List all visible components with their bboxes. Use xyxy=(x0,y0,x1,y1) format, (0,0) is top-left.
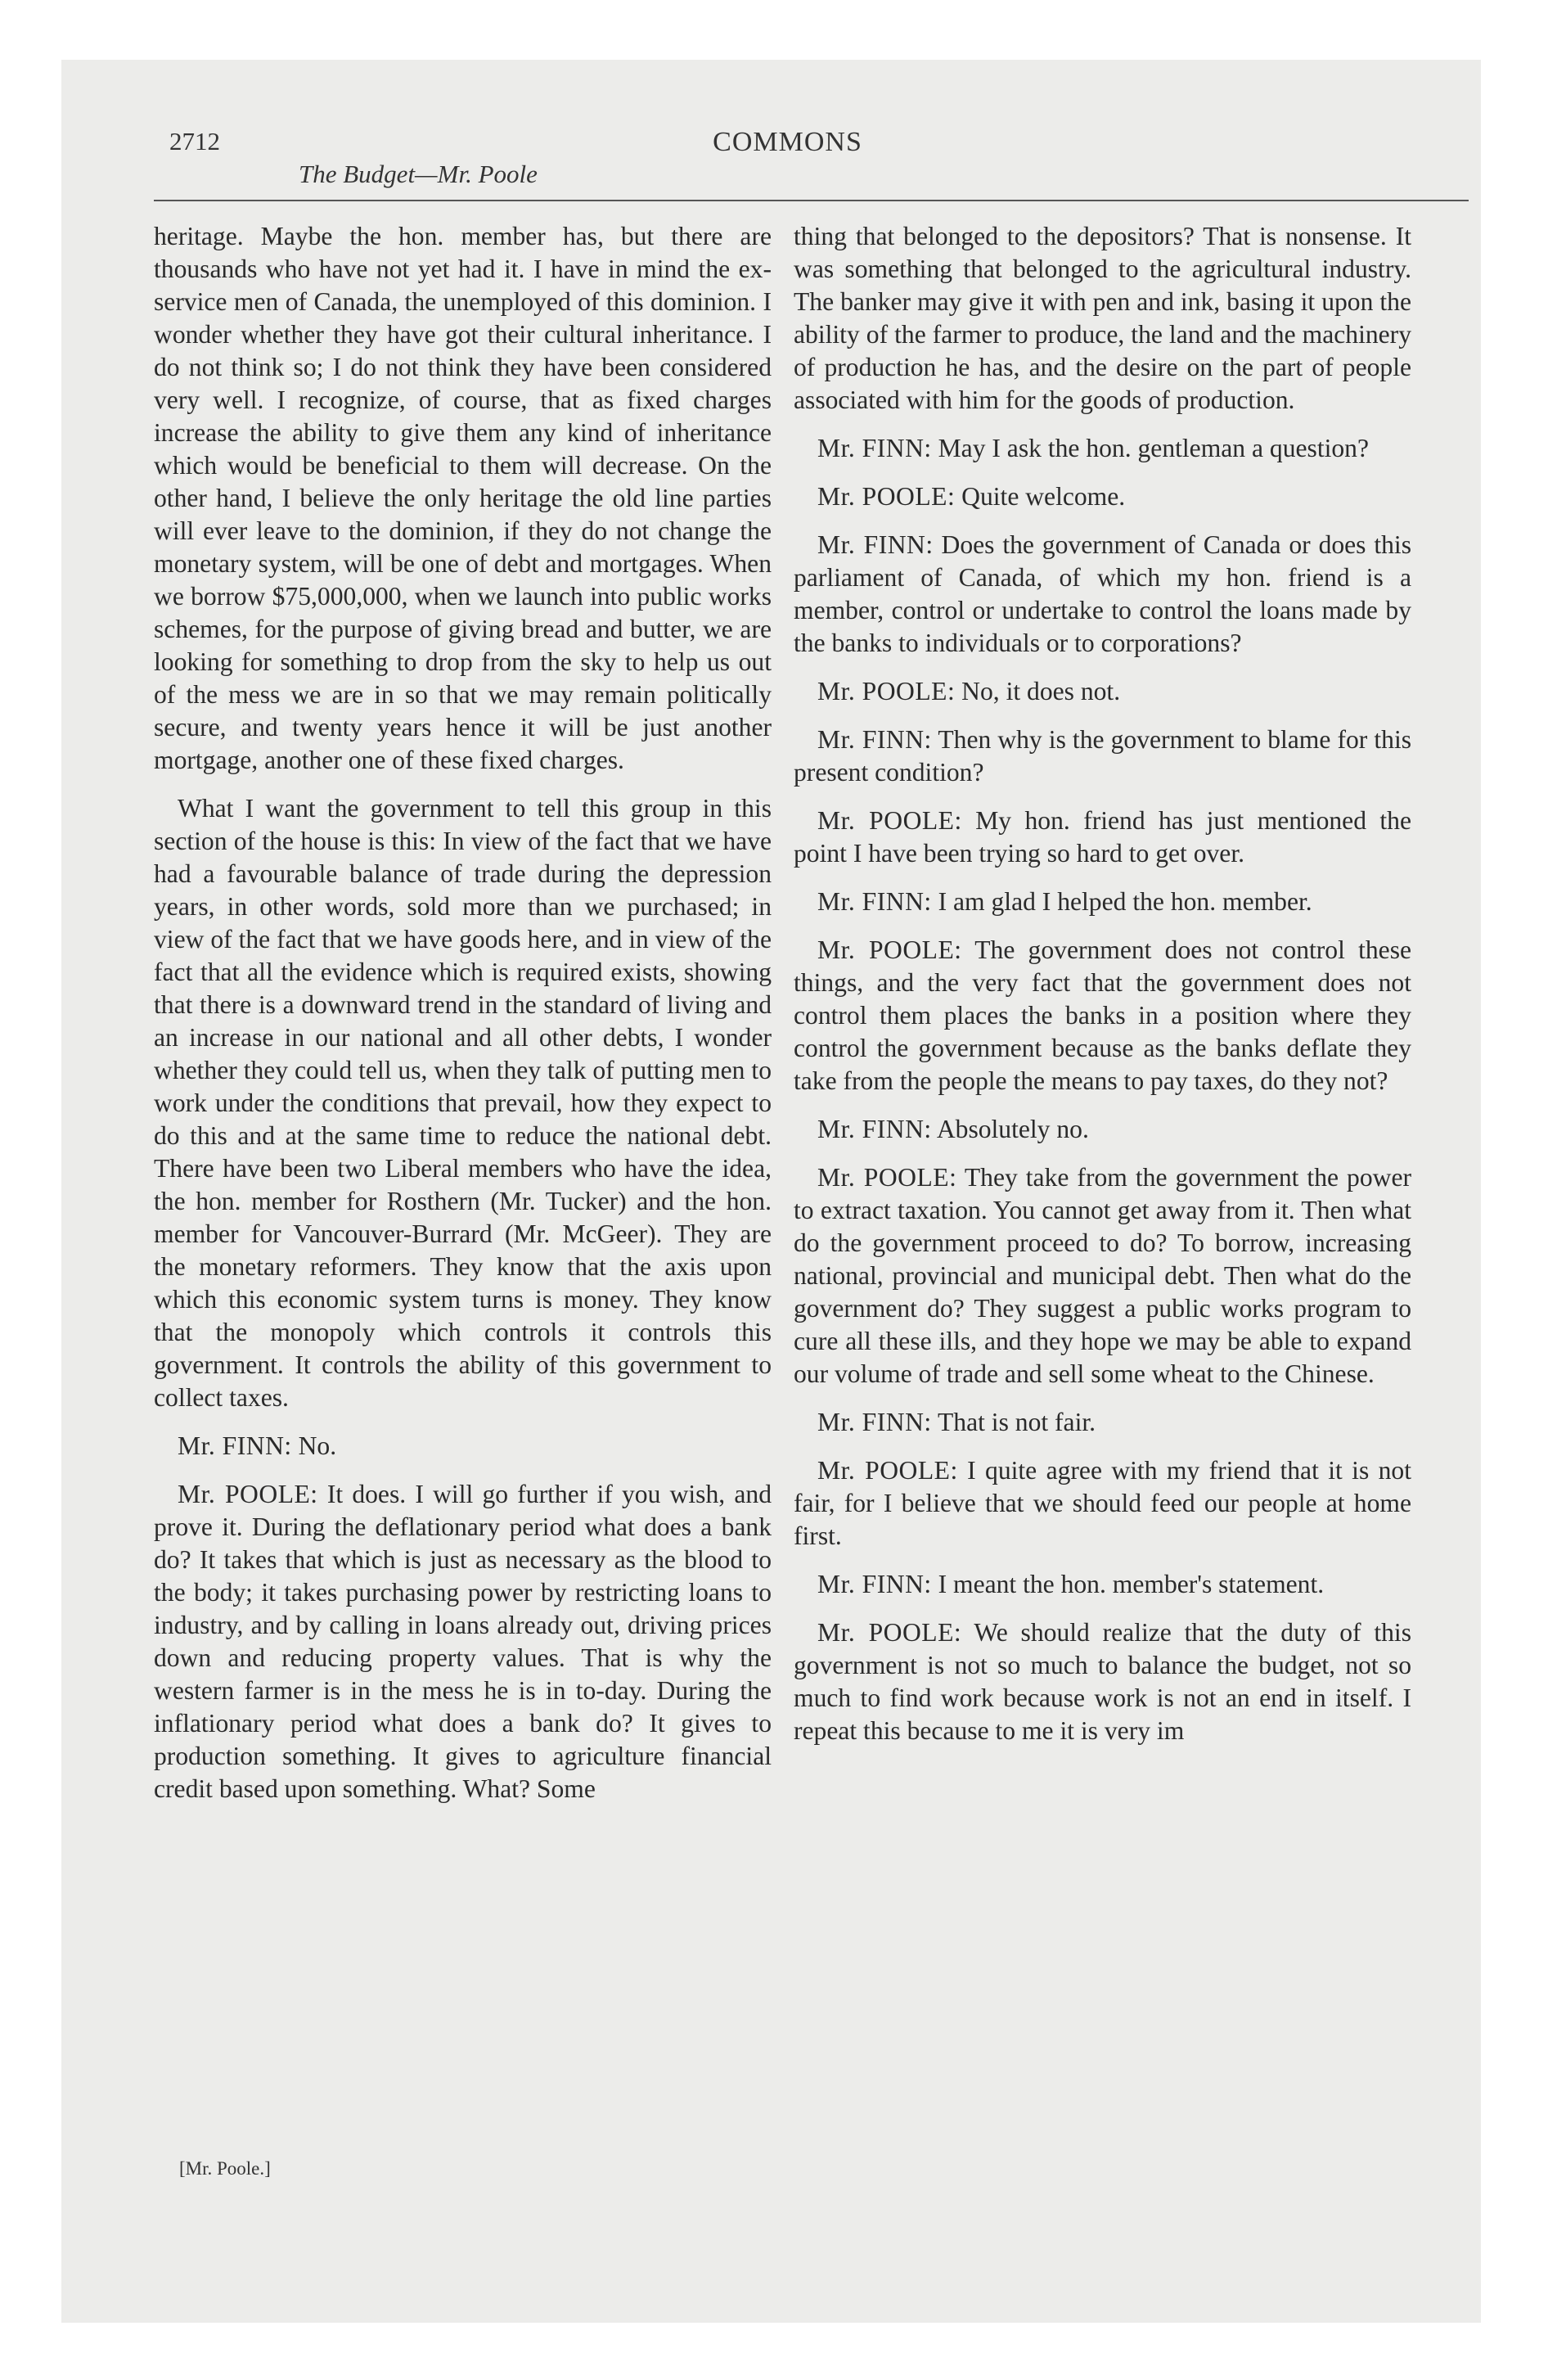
speaker-label: Mr. FINN: xyxy=(817,1408,932,1436)
header-rule xyxy=(154,200,1469,201)
speaker-label: Mr. POOLE: xyxy=(817,677,956,705)
speech xyxy=(794,1616,1411,1747)
speech-text: I quite agree with my friend that it is not fair, for I believe that we should feed our people at home first. xyxy=(794,1456,1411,1550)
speaker-label: Mr. FINN: xyxy=(178,1431,292,1460)
paragraph: thing that belonged to the depositors? That is nonsense. It was something that belonged to the agricultural industry. The banker may give it with pen and ink, basing it upon the ability of the farmer to produce, the land and the machinery of production he has, and the desire on the part of people associated with him for the goods of production. xyxy=(794,222,1411,414)
left-column xyxy=(154,220,772,1821)
speech-text: No, it does not. xyxy=(961,677,1121,705)
page-number: 2712 xyxy=(169,127,220,156)
speech xyxy=(154,1430,772,1463)
speech-text: Does the government of Canada or does this parliament of Canada, of which my hon. friend is a member, control or undertake to control the loans made by the banks to individuals or to corporations? xyxy=(794,530,1411,657)
speech xyxy=(794,1161,1411,1391)
speech xyxy=(794,1406,1411,1439)
speech-text: Quite welcome. xyxy=(961,482,1126,511)
speaker-label: Mr. POOLE: xyxy=(178,1480,318,1508)
speaker-label: Mr. POOLE: xyxy=(817,1456,958,1485)
speaker-label: Mr. FINN: xyxy=(817,530,934,559)
speaker-label: Mr. POOLE: xyxy=(817,482,956,511)
speech xyxy=(794,886,1411,918)
speech xyxy=(794,723,1411,789)
speech xyxy=(794,805,1411,870)
scanned-page xyxy=(61,60,1481,2323)
speech xyxy=(794,675,1411,708)
speech-text: I meant the hon. member's statement. xyxy=(938,1570,1325,1598)
speech xyxy=(794,480,1411,513)
speech-text: Then why is the government to blame for this present condition? xyxy=(794,725,1412,787)
speech xyxy=(154,1478,772,1805)
speaker-footnote: [Mr. Poole.] xyxy=(179,2158,271,2179)
speech xyxy=(794,529,1411,660)
section-title: The Budget—Mr. Poole xyxy=(299,160,538,188)
speech xyxy=(794,1113,1411,1146)
speech-text: That is not fair. xyxy=(938,1408,1096,1436)
speech xyxy=(794,934,1411,1098)
speaker-label: Mr. POOLE: xyxy=(817,1163,957,1192)
right-column xyxy=(794,220,1411,1763)
paragraph: What I want the government to tell this group in this section of the house is this: In view of the fact that we have had a favourable balance of trade during the depression years, in other words, sold more than we purchased; in view of the fact that we have goods here, and in view of the fact that all the evidence which is required exists, showing that there is a downward trend in the standard of living and an increase in our national and all other debts, I wonder whether they could tell us, when they talk of putting men to work under the conditions that prevail, how they expect to do this and at the same time to reduce the national debt. There have been two Liberal members who have the idea, the hon. member for Rosthern (Mr. Tucker) and the hon. member for Vancouver-Burrard (Mr. McGeer). They are the monetary reformers. They know that the axis upon which this economic system turns is money. They know that the monopoly which controls it controls this government. It controls the ability of this government to collect taxes. xyxy=(154,794,772,1412)
speech-text: The government does not control these things, and the very fact that the government does not control them places the banks in a position where they control the government because as the banks deflate they take from the people the means to pay taxes, do they not? xyxy=(794,935,1412,1095)
speaker-label: Mr. FINN: xyxy=(817,887,932,916)
speech-text: Absolutely no. xyxy=(936,1115,1089,1143)
speech-text: We should realize that the duty of this government is not so much to balance the budget, not so much to find work because work is not an end in itself. I repeat this because to me it is very im xyxy=(794,1618,1411,1745)
speaker-label: Mr. POOLE: xyxy=(817,806,962,835)
speaker-label: Mr. POOLE: xyxy=(817,1618,962,1647)
speaker-label: Mr. POOLE: xyxy=(817,935,962,964)
speech-text: It does. I will go further if you wish, and prove it. During the deflationary period what does a bank do? It takes that which is just as necessary as the blood to the body; it takes purchasing power by restricting loans to industry, and by calling in loans already out, driving prices down and reducing property values. That is why the western farmer is in the mess he is in to-day. During the inflationary period what does a bank do? It gives to production something. It gives to agriculture financial credit based upon something. What? Some xyxy=(154,1480,772,1803)
speaker-label: Mr. FINN: xyxy=(817,725,932,754)
paragraph: heritage. Maybe the hon. member has, but there are thousands who have not yet had it. I have in mind the ex-service men of Canada, the unemployed of this dominion. I wonder whether they have got their cultural inheritance. I do not think so; I do not think they have been considered very well. I recognize, of course, that as fixed charges increase the ability to give them any kind of inheritance which would be beneficial to them will decrease. On the other hand, I believe the only heritage the old line parties will ever leave to the dominion, if they do not change the monetary system, will be one of debt and mortgages. When we borrow $75,000,000, when we launch into public works schemes, for the purpose of giving bread and butter, we are looking for something to drop from the sky to help us out of the mess we are in so that we may remain politically secure, and twenty years hence it will be just another mortgage, another one of these fixed charges. xyxy=(154,222,772,774)
speech xyxy=(794,1568,1411,1601)
speech-text: I am glad I helped the hon. member. xyxy=(938,887,1312,916)
speaker-label: Mr. FINN: xyxy=(817,1115,932,1143)
speech-text: No. xyxy=(298,1431,337,1460)
speaker-label: Mr. FINN: xyxy=(817,1570,932,1598)
speaker-label: Mr. FINN: xyxy=(817,434,932,462)
speech-text: They take from the government the power to extract taxation. You cannot get away from it. Then what do the government proceed to do? To borrow, increasing national, provincial and municipal debt. Then what do the government do? They suggest a public works program to cure all these ills, and they hope we may be able to expand our volume of trade and sell some wheat to the Chinese. xyxy=(794,1163,1411,1388)
speech-text: My hon. friend has just mentioned the point I have been trying so hard to get over. xyxy=(794,806,1411,868)
speech xyxy=(794,1454,1411,1553)
speech xyxy=(794,432,1411,465)
running-head: COMMONS xyxy=(713,127,862,157)
speech-text: May I ask the hon. gentleman a question? xyxy=(938,434,1369,462)
